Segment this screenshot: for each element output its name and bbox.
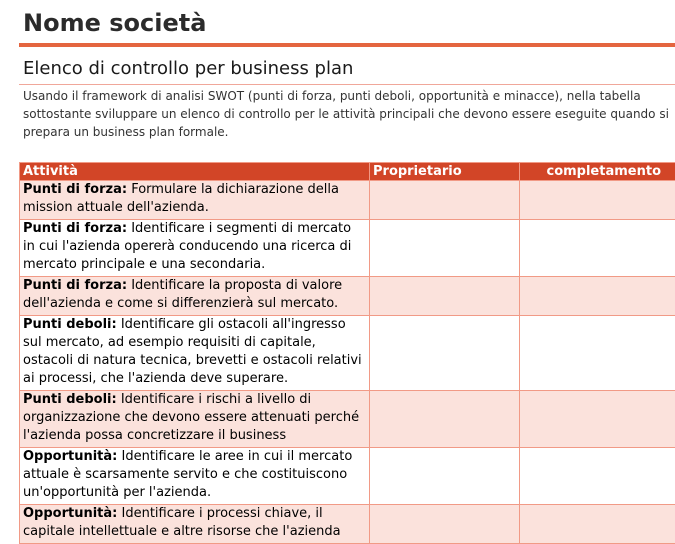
table-row [20,220,675,277]
subtitle-divider [19,84,675,85]
activity-category: Punti di forza: [23,278,127,293]
activity-cell[interactable] [20,181,370,220]
completion-cell[interactable] [520,277,675,316]
activity-category: Punti di forza: [23,221,127,236]
completion-cell[interactable] [520,220,675,277]
owner-cell[interactable] [370,220,520,277]
activity-cell[interactable] [20,277,370,316]
column-header-activity: Attività [20,163,370,181]
owner-cell[interactable] [370,181,520,220]
activity-category: Punti deboli: [23,392,117,407]
activity-text: Identificare i segmenti di mercato in cui l'azienda opererà conducendo una ricerca di mercato principale e una secondaria. [23,221,351,272]
table-row [20,181,675,220]
owner-cell[interactable] [370,505,520,544]
activity-cell[interactable] [20,505,370,544]
completion-cell[interactable] [520,448,675,505]
activity-category: Punti deboli: [23,317,117,332]
company-name: Nome società [23,9,206,37]
table-row [20,316,675,391]
owner-cell[interactable] [370,448,520,505]
document-title: Elenco di controllo per business plan [23,58,353,79]
activity-cell[interactable] [20,448,370,505]
table-row [20,391,675,448]
owner-cell[interactable] [370,391,520,448]
column-header-completion: completamento [520,163,675,181]
activity-text: Identificare i rischi a livello di organizzazione che devono essere attenuati perché l'azienda possa concretizzare il business [23,392,359,443]
title-divider [19,43,675,47]
activity-text: Identificare le aree in cui il mercato attuale è scarsamente servito e che costituiscono un'opportunità per l'azienda. [23,449,352,500]
completion-cell[interactable] [520,391,675,448]
activity-text: Identificare i processi chiave, il capitale intellettuale e altre risorse che l'azienda [23,506,341,539]
activity-category: Punti di forza: [23,182,127,197]
intro-paragraph: Usando il framework di analisi SWOT (punti di forza, punti deboli, opportunità e minacce), nella tabella sottostante sviluppare un elenco di controllo per le attività principali che devono essere eseguite quando si prepara un business plan formale. [23,87,673,141]
activity-text: Identificare gli ostacoli all'ingresso sul mercato, ad esempio requisiti di capitale, ostacoli di natura tecnica, brevetti e ostacoli relativi ai processi, che l'azienda deve superare. [23,317,362,386]
table-row [20,505,675,544]
owner-cell[interactable] [370,277,520,316]
table-header-row [20,163,675,181]
column-header-owner: Proprietario [370,163,520,181]
activity-cell[interactable] [20,220,370,277]
table-row [20,277,675,316]
activity-cell[interactable] [20,391,370,448]
checklist-table [19,162,675,544]
activity-category: Opportunità: [23,506,117,521]
activity-category: Opportunità: [23,449,117,464]
completion-cell[interactable] [520,316,675,391]
activity-text: Identificare la proposta di valore dell'azienda e come si differenzierà sul mercato. [23,278,342,311]
owner-cell[interactable] [370,316,520,391]
table-row [20,448,675,505]
completion-cell[interactable] [520,505,675,544]
activity-cell[interactable] [20,316,370,391]
activity-text: Formulare la dichiarazione della mission attuale dell'azienda. [23,182,339,215]
completion-cell[interactable] [520,181,675,220]
